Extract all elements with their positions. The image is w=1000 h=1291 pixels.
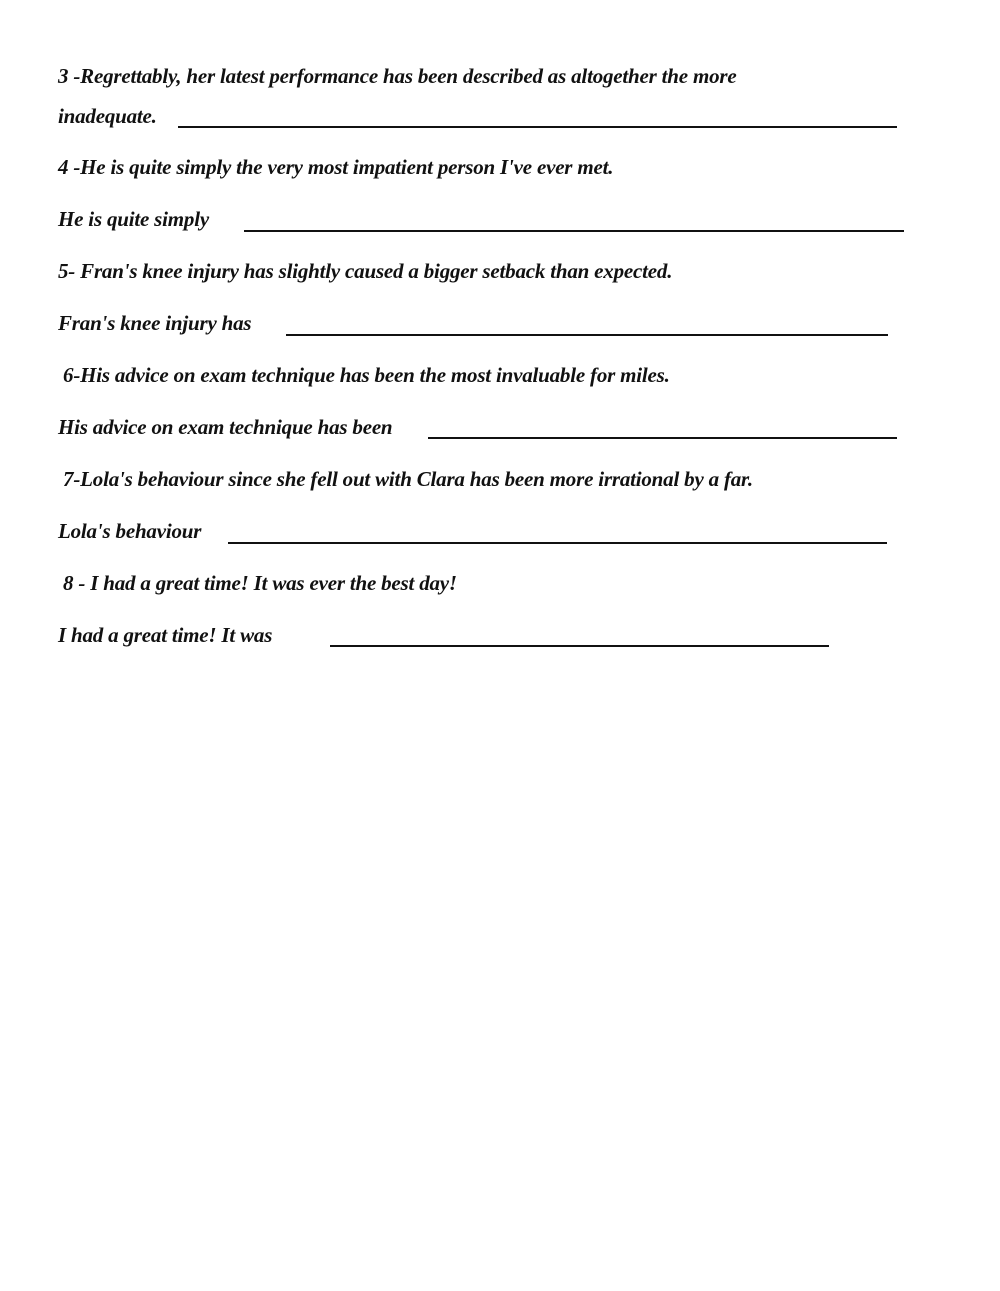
question-6-prompt: 6-His advice on exam technique has been the most invaluable for miles. bbox=[58, 363, 670, 387]
question-7-answer-input[interactable] bbox=[228, 522, 887, 544]
question-6-answer-start: His advice on exam technique has been bbox=[58, 415, 393, 439]
question-7-prompt: 7-Lola's behaviour since she fell out with Clara has been more irrational by a far. bbox=[58, 467, 753, 491]
question-8-answer-start: I had a great time! It was bbox=[58, 623, 273, 647]
question-3-answer-input[interactable] bbox=[178, 106, 897, 128]
question-5-answer-start: Fran's knee injury has bbox=[58, 311, 252, 335]
question-4-prompt: 4 -He is quite simply the very most impatient person I've ever met. bbox=[58, 155, 614, 179]
question-4-answer-start: He is quite simply bbox=[58, 207, 209, 231]
question-4-answer-input[interactable] bbox=[244, 210, 904, 232]
question-5-answer-input[interactable] bbox=[286, 314, 888, 336]
question-3-prompt: 3 -Regrettably, her latest performance has been described as altogether the more bbox=[58, 64, 737, 88]
question-8-prompt: 8 - I had a great time! It was ever the best day! bbox=[58, 571, 457, 595]
question-6-answer-input[interactable] bbox=[428, 417, 897, 439]
question-5-prompt: 5- Fran's knee injury has slightly caused a bigger setback than expected. bbox=[58, 259, 673, 283]
question-3-answer-start: inadequate. bbox=[58, 104, 157, 128]
question-7-answer-start: Lola's behaviour bbox=[58, 519, 202, 543]
question-8-answer-input[interactable] bbox=[330, 625, 829, 647]
